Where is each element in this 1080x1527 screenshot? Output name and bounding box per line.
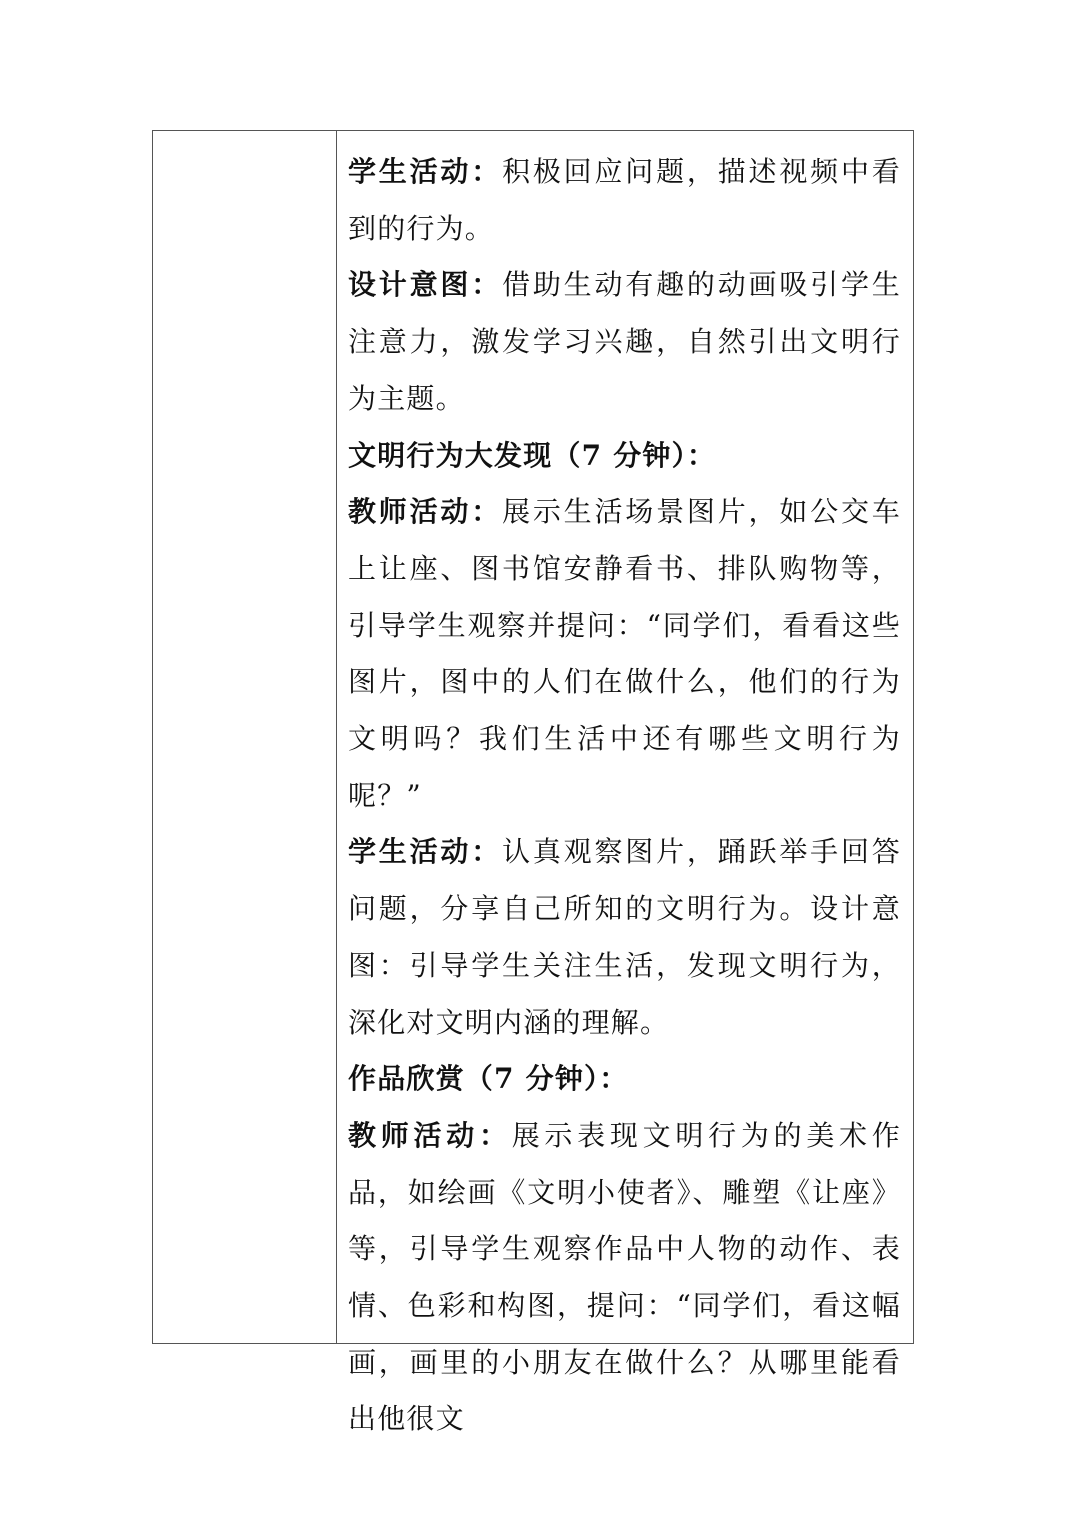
paragraph-label: 学生活动： [348, 155, 503, 188]
paragraph-teacher-activity-2 [348, 1108, 901, 1448]
section-heading-artwork-appreciation [348, 1051, 901, 1108]
table-left-column [153, 131, 337, 1343]
section-heading-civilized-behavior [348, 428, 901, 485]
paragraph-label: 文明行为大发现（7 分钟）： [348, 438, 717, 472]
paragraph-label: 学生活动： [348, 835, 503, 869]
paragraph-design-intent-1 [348, 257, 901, 427]
paragraph-student-activity-1 [348, 144, 901, 257]
paragraph-text: 展示表现文明行为的美术作品，如绘画《文明小使者》、雕塑《让座》等，引导学生观察作品中人物的动作、表情、色彩和构图，提问：“同学们，看这幅画，画里的小朋友在做什么？从哪里能看出他很文 [348, 1118, 901, 1436]
paragraph-text: 借助生动有趣的动画吸引学生注意力，激发学习兴趣，自然引出文明行为主题。 [348, 268, 901, 415]
table-right-column [337, 131, 913, 1436]
paragraph-text: 认真观察图片，踊跃举手回答问题，分享自己所知的文明行为。设计意图：引导学生关注生活，发现文明行为，深化对文明内涵的理解。 [348, 835, 901, 1039]
paragraph-student-activity-2 [348, 824, 901, 1051]
lesson-plan-table [152, 130, 914, 1436]
paragraph-label: 教师活动： [348, 495, 503, 529]
paragraph-text: 积极回应问题，描述视频中看到的行为。 [348, 155, 901, 245]
paragraph-text: 展示生活场景图片，如公交车上让座、图书馆安静看书、排队购物等，引导学生观察并提问：“同学们，看看这些图片，图中的人们在做什么，他们的行为文明吗？我们生活中还有哪些文明行为呢？” [348, 495, 901, 812]
paragraph-label: 教师活动： [348, 1118, 512, 1152]
paragraph-label: 设计意图： [348, 268, 503, 302]
paragraph-teacher-activity-1 [348, 484, 901, 824]
paragraph-label: 作品欣赏（7 分钟）： [348, 1062, 629, 1096]
